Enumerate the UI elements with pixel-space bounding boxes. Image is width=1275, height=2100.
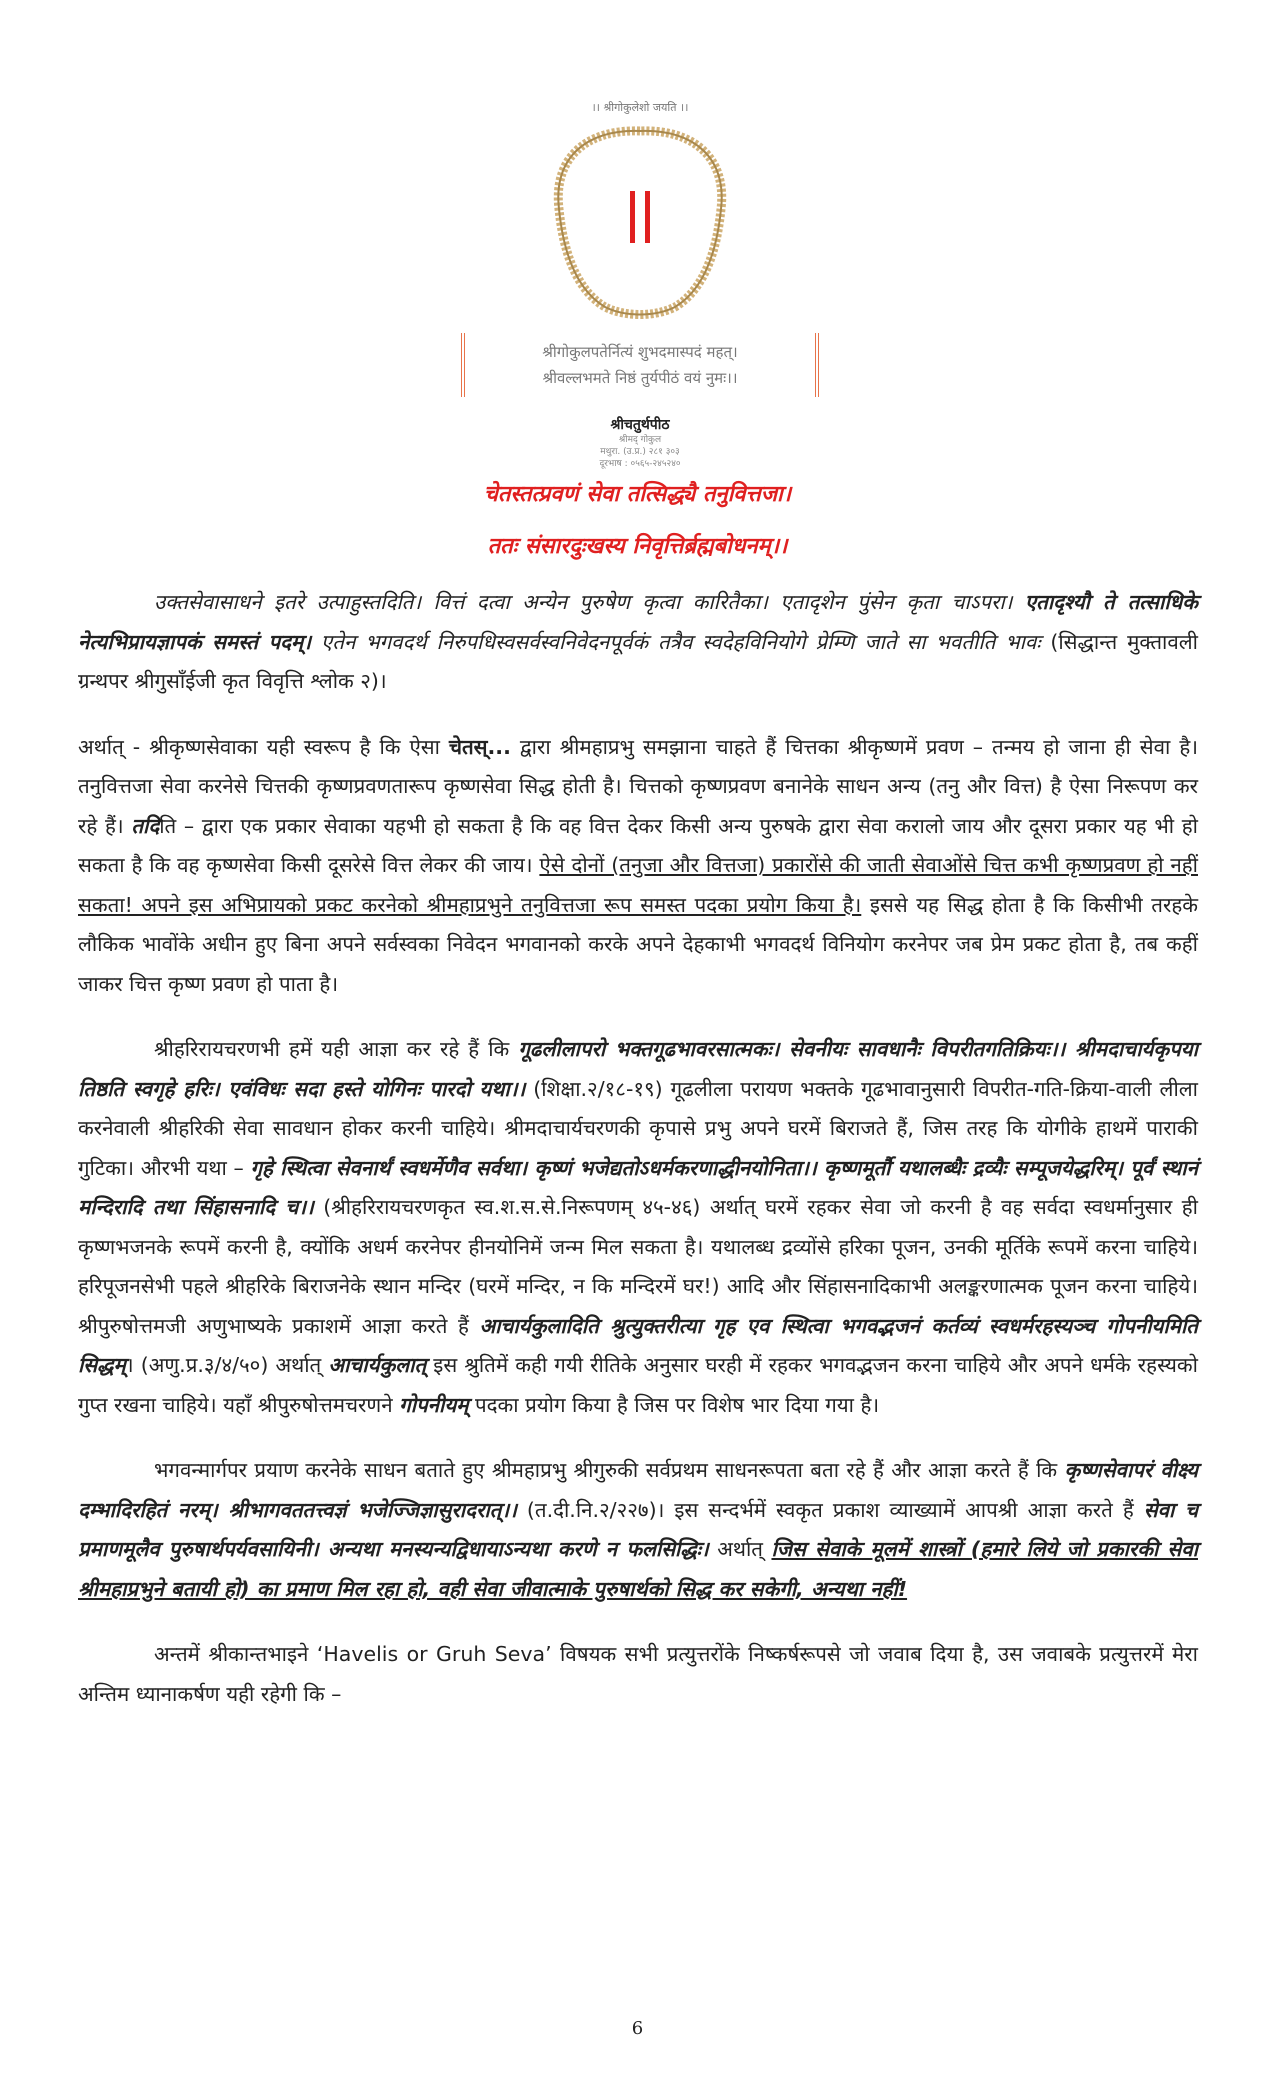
commentary-emphasis: एतादृश्यौ ते तत्साधिके नेत्यभिप्रायज्ञापकं समस्तं पदम्। [78, 590, 1198, 654]
guru-conclusion: जिस सेवाके मूलमें शास्त्रों (हमारे लिये जो प्रकारकी सेवा श्रीमहाप्रभुने बतायी हो) का प्रमाण मिल रहा हो, वही सेवा जीवात्माके पुरुषार्थको सिद्ध कर सकेगी, अन्यथा नहीं! [78, 1537, 1198, 1601]
paragraph-closing [78, 1635, 1198, 1714]
hariray-text: श्रीहरिरायचरणभी हमें यही आज्ञा कर रहे हैं कि [154, 1037, 510, 1061]
shloka-line-2: ततः संसारदुःखस्य निवृत्तिर्ब्रह्मबोधनम्।। [487, 533, 788, 559]
hariray-quote-3: आचार्यकुलादिति श्रुत्युक्तरीत्या गृह एव स्थित्वा भगवद्भजनं कर्तव्यं स्वधर्मरहस्यञ्च गोपनीयमिति सिद्धम् [78, 1313, 1198, 1377]
meaning-keyword-tad: तदि [131, 813, 160, 838]
hariray-text-5: पदका प्रयोग किया है जिस पर विशेष भार दिया गया है। [475, 1392, 880, 1417]
guru-text-3: अर्थात् [717, 1537, 763, 1561]
guru-text-2: (त.दी.नि.२/२२७)। इस सन्दर्भमें स्वकृत प्रकाश व्याख्यामें आपश्री आज्ञा करते हैं [526, 1497, 1134, 1522]
hariray-text-4: इस श्रुतिमें कही गयी रीतिके अनुसार घरही में रहकर भगवद्भजन करना चाहिये और अपने धर्मके रहस्यको गुप्त रखना चाहिये। यहाँ श्रीपुरुषोत्तमचरणने [78, 1353, 1198, 1417]
guru-text: भगवन्मार्गपर प्रयाण करनेके साधन बताते हुए श्रीमहाप्रभु श्रीगुरुकी सर्वप्रथम साधनरूपता बता रहे हैं और आज्ञा करते हैं कि [154, 1458, 1058, 1482]
letterhead-invocation: ।। श्रीगोकुलेशो जयति ।। [591, 101, 689, 114]
hariray-quote-1: गूढलीलापरो भक्तगूढभावरसात्मकः। सेवनीयः सावधानैः विपरीतगतिक्रियः।। श्रीमदाचार्यकृपया तिष्ठति स्वगृहे हरिः। एवंविधः सदा हस्ते योगिनः पारदो यथा।। [78, 1037, 1198, 1101]
paragraph-guru [78, 1451, 1198, 1609]
letterhead-verse [461, 333, 819, 397]
commentary-citation: (सिद्धान्त मुक्तावली ग्रन्थपर श्रीगुसाँईजी कृत विवृत्ति श्लोक २)। [78, 629, 1198, 693]
paragraph-commentary [78, 583, 1198, 702]
hariray-text-3: (श्रीहरिरायचरणकृत स्व.श.स.से.निरूपणम् ४५-४६) अर्थात् घरमें रहकर सेवा जो करनी है वह सर्वदा स्वधर्मानुसार ही कृष्णभजनके रूपमें करनी है, क्योंकि अधर्म करनेपर हीनयोनिमें जन्म मिल सकता है। यथालब्ध द्रव्योंसे हरिका पूजन, उनकी मूर्तिके रूपमें करना चाहिये। हरिपूजनसेभी पहले श्रीहरिके बिराजनेके स्थान मन्दिर (घरमें मन्दिर, न कि मन्दिरमें घर!) आदि और सिंहासनादिकाभी अलङ्करणात्मक पूजन करना चाहिये। श्रीपुरुषोत्तमजी अणुभाष्यके प्रकाशमें आज्ञा करते हैं [78, 1195, 1198, 1338]
shloka-line-1: चेतस्तत्प्रवणं सेवा तत्सिद्ध्यै तनुवित्तजा। [483, 481, 792, 507]
meaning-keyword: चेतस्... [448, 734, 511, 759]
body-text [78, 583, 1198, 1740]
meaning-text-3: ति – द्वारा एक प्रकार सेवाका यहभी हो सकता है कि वह वित्त देकर किसी अन्य पुरुषके द्वारा सेवा करालो जाय और दूसरा प्रकार यह भी हो सकता है कि वह कृष्णसेवा किसी दूसरेसे वित्त लेकर की जाय। [78, 813, 1198, 877]
hariray-text-2: (शिक्षा.२/१८-१९) गूढलीला परायण भक्तके गूढभावानुसारी विपरीत-गति-क्रिया-वाली लीला करनेवाली श्रीहरिकी सेवा सावधान होकर करनी चाहिये। श्रीमदाचार्यचरणकी कृपासे प्रभु अपने घरमें बिराजते हैं, जिस तरह कि योगीके हाथमें पाराकी गुटिका। औरभी यथा – [78, 1076, 1198, 1180]
letterhead-address: मथुरा. (उ.प्र.) २८१ ३०३ [600, 447, 680, 457]
hariray-quote-2: गृहे स्थित्वा सेवनार्थं स्वधर्मेणैव सर्वथा। कृष्णं भजेद्यतोऽधर्मकरणाद्धीनयोनिता।। कृष्णमूर्तौ यथालब्धैः द्रव्यैः सम्पूजयेद्धरिम्। पूर्वं स्थानं मन्दिरादि तथा सिंहासनादि च।। [78, 1155, 1198, 1219]
tulsi-mala-emblem [545, 119, 735, 319]
letterhead-verse-line-1: श्रीगोकुलपतेर्नित्यं शुभदमास्पदं महत्। [542, 343, 738, 361]
guru-quote-1: कृष्णसेवापरं वीक्ष्य दम्भादिरहितं नरम्। श्रीभागवततत्त्वज्ञं भजेज्जिज्ञासुरादरात्।। [78, 1458, 1198, 1522]
hariray-keyword: आचार्यकुलात् [328, 1353, 427, 1377]
letterhead-verse-line-2: श्रीवल्लभमते निष्ठं तुर्यपीठं वयं नुमः।। [542, 369, 738, 387]
mala-thread [558, 131, 721, 315]
meaning-text: अर्थात् - श्रीकृष्णसेवाका यही स्वरूप है कि ऐसा [78, 734, 440, 759]
guru-quote-2: सेवा च प्रमाणमूलैव पुरुषार्थपर्यवसायिनी। अन्यथा मनस्यन्यद्विधायाऽन्यथा करणे न फलसिद्धिः। [78, 1497, 1198, 1561]
tilak-right-mark [645, 191, 650, 243]
letterhead-seat-place: श्रीमद् गोकुल [618, 435, 662, 445]
hariray-keyword-2: गोपनीयम् [399, 1392, 469, 1417]
letterhead-phone: दूरभाष : ०५६५-२४५२४० [599, 459, 681, 469]
tilak-left-mark [630, 191, 635, 243]
hariray-citation: । (अणु.प्र.३/४/५०) अर्थात् [125, 1353, 322, 1377]
letterhead-seat-title: श्रीचतुर्थपीठ [610, 417, 670, 433]
commentary-text-2: एतेन भगवदर्थ निरुपधिस्वसर्वस्वनिवेदनपूर्वकं तत्रैव स्वदेहविनियोगे प्रेम्णि जाते सा भवतीति भावः [320, 629, 1041, 654]
meaning-text-2: द्वारा श्रीमहाप्रभु समझाना चाहते हैं चित्तका श्रीकृष्णमें प्रवण – तन्मय हो जाना ही सेवा है। तनुवित्तजा सेवा करनेसे चित्तकी कृष्णप्रवणतारूप कृष्णसेवा सिद्ध होती है। चित्तको कृष्णप्रवण बनानेके साधन अन्य (तनु और वित्त) है ऐसा निरूपण कर रहे हैं। [78, 734, 1198, 838]
paragraph-hariray [78, 1030, 1198, 1425]
letterhead [430, 100, 850, 470]
paragraph-meaning [78, 728, 1198, 1005]
meaning-text-4: इससे यह सिद्ध होता है कि किसीभी तरहके लौकिक भावोंके अधीन हुए बिना अपने सर्वस्वका निवेदन भगवानको करके अपने देहकाभी भगवदर्थ विनियोग करनेपर जब प्रेम प्रकट होता है, तब कहीं जाकर चित्त कृष्ण प्रवण हो पाता है। [78, 892, 1198, 996]
closing-text: अन्तमें श्रीकान्तभाइने ‘Havelis or Gruh Seva’ विषयक सभी प्रत्युत्तरोंके निष्कर्षरूपसे जो जवाब दिया है, उस जवाबके प्रत्युत्तरमें मेरा अन्तिम ध्यानाकर्षण यही रहेगी कि – [78, 1642, 1198, 1706]
meaning-underlined: ऐसे दोनों (तनुजा और वित्तजा) प्रकारोंसे की जाती सेवाओंसे चित्त कभी कृष्णप्रवण हो नहीं सकता! अपने इस अभिप्रायको प्रकट करनेको श्रीमहाप्रभुने तनुवित्तजा रूप समस्त पदका प्रयोग किया है। [78, 853, 1198, 917]
commentary-text: उक्तसेवासाधने इतरे उत्पाहुस्तदिति। वित्तं दत्वा अन्येन पुरुषेण कृत्वा कारितैका। एतादृशेन पुंसेन कृता चाऽपरा। [154, 590, 1013, 614]
page-number: 6 [631, 2018, 644, 2039]
